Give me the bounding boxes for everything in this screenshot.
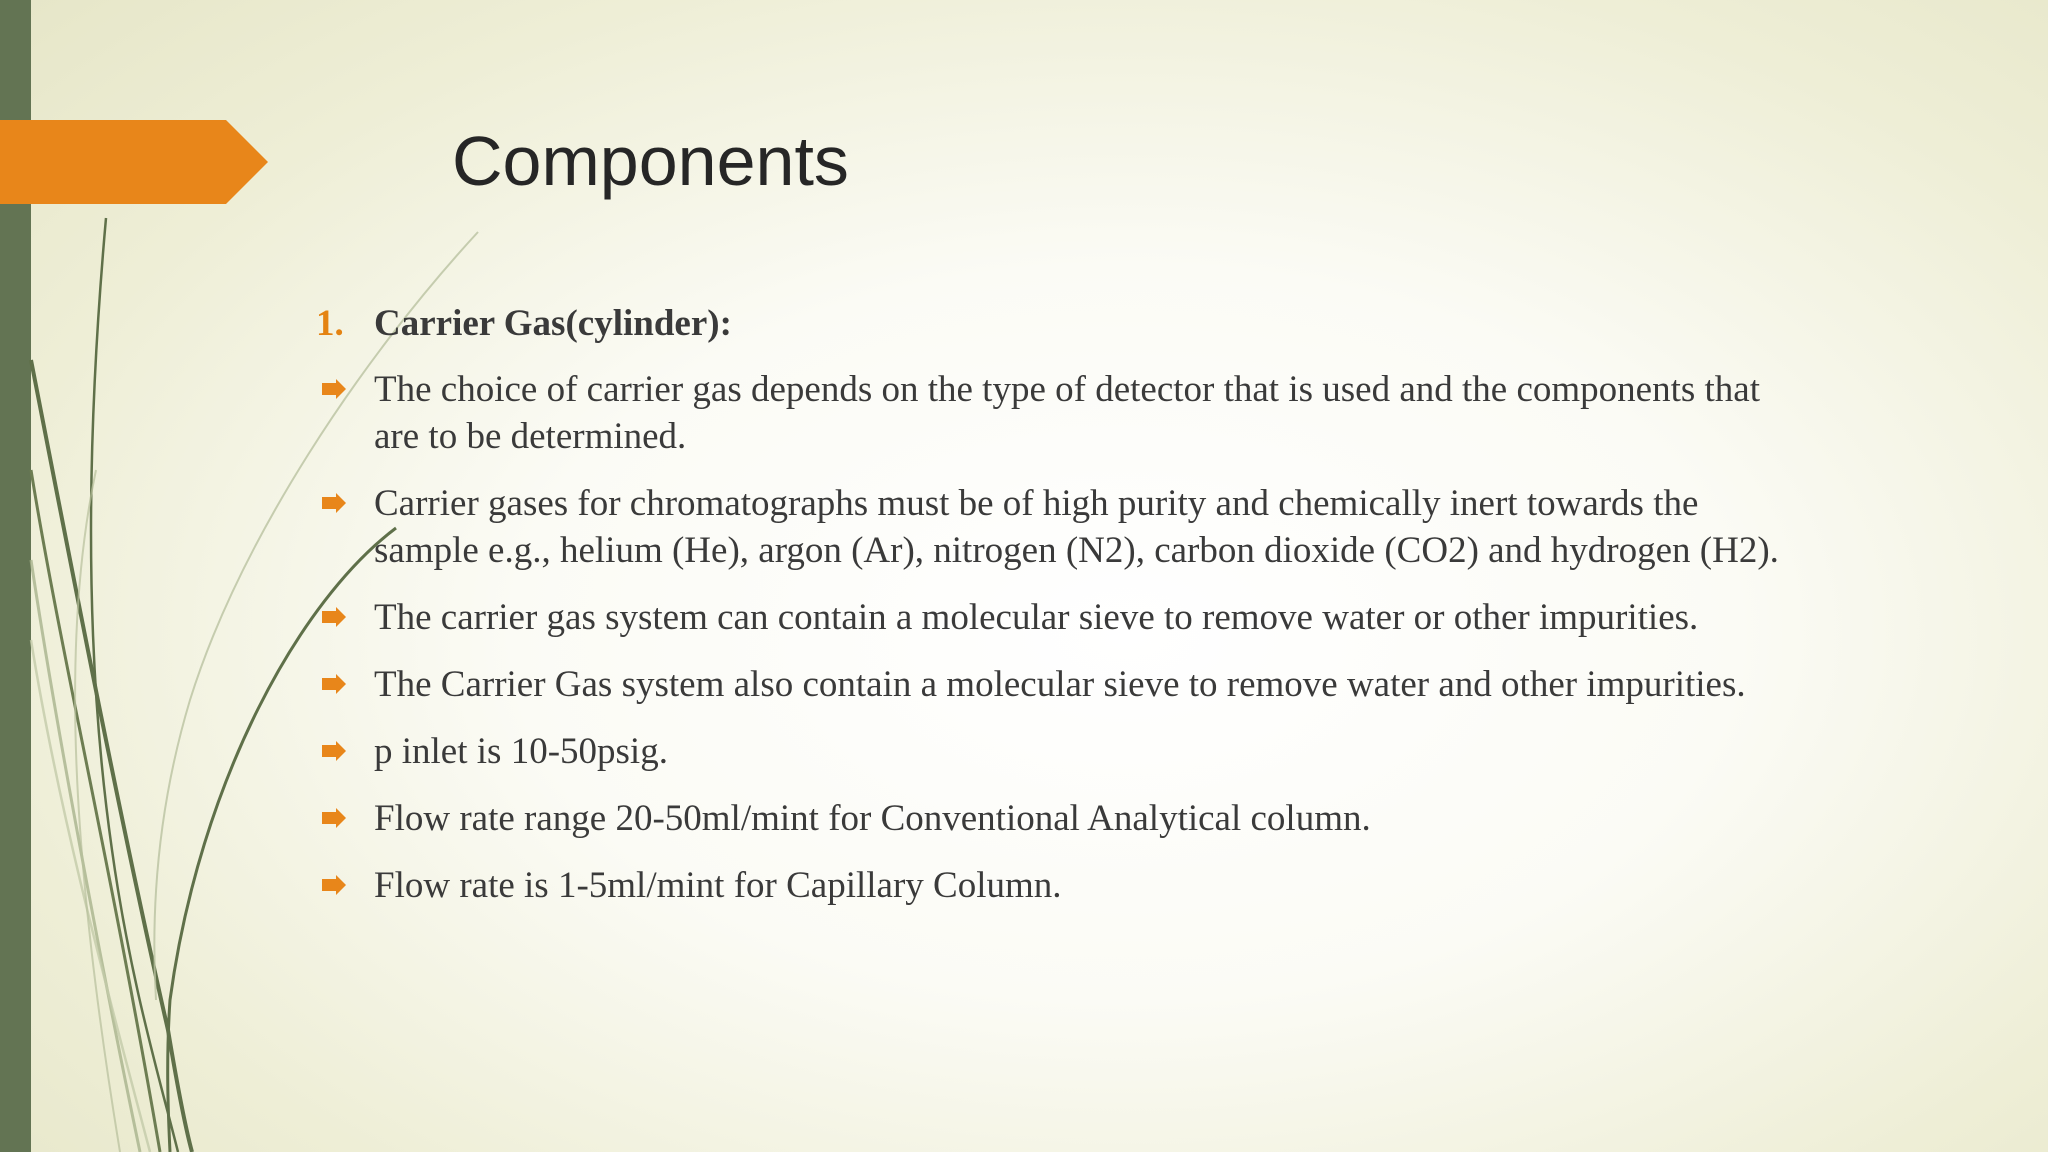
- bullet-item: [310, 366, 1810, 460]
- heading-number: 1.: [316, 303, 344, 344]
- bullet-text: The choice of carrier gas depends on the type of detector that is used and the components that are to be determined.: [374, 369, 1760, 457]
- arrow-right-icon: [320, 741, 348, 761]
- bullet-item: [310, 594, 1810, 641]
- bullet-item: [310, 480, 1810, 574]
- bullet-item: [310, 862, 1810, 909]
- arrow-right-icon: [320, 674, 348, 694]
- bullet-item: [310, 728, 1810, 775]
- arrow-right-icon: [320, 875, 348, 895]
- arrow-right-icon: [320, 379, 348, 399]
- bullet-text: The Carrier Gas system also contain a molecular sieve to remove water and other impurities.: [374, 664, 1746, 705]
- numbered-heading: [310, 300, 1810, 348]
- arrow-right-icon: [320, 607, 348, 627]
- title-accent-tab: [0, 0, 280, 220]
- heading-text: Carrier Gas(cylinder):: [374, 303, 732, 344]
- bullet-text: Flow rate range 20-50ml/mint for Conventional Analytical column.: [374, 798, 1371, 839]
- arrow-right-icon: [320, 493, 348, 513]
- bullet-text: p inlet is 10-50psig.: [374, 731, 668, 772]
- slide-content: [310, 300, 1810, 929]
- arrow-right-icon: [320, 808, 348, 828]
- slide-title: Components: [452, 122, 849, 200]
- bullet-item: [310, 661, 1810, 708]
- bullet-text: The carrier gas system can contain a molecular sieve to remove water or other impurities.: [374, 597, 1699, 638]
- bullet-text: Carrier gases for chromatographs must be of high purity and chemically inert towards the sample e.g., helium (He), argon (Ar), nitrogen (N2), carbon dioxide (CO2) and hydrogen (H2).: [374, 483, 1779, 571]
- bullet-item: [310, 795, 1810, 842]
- bullet-text: Flow rate is 1-5ml/mint for Capillary Column.: [374, 865, 1062, 906]
